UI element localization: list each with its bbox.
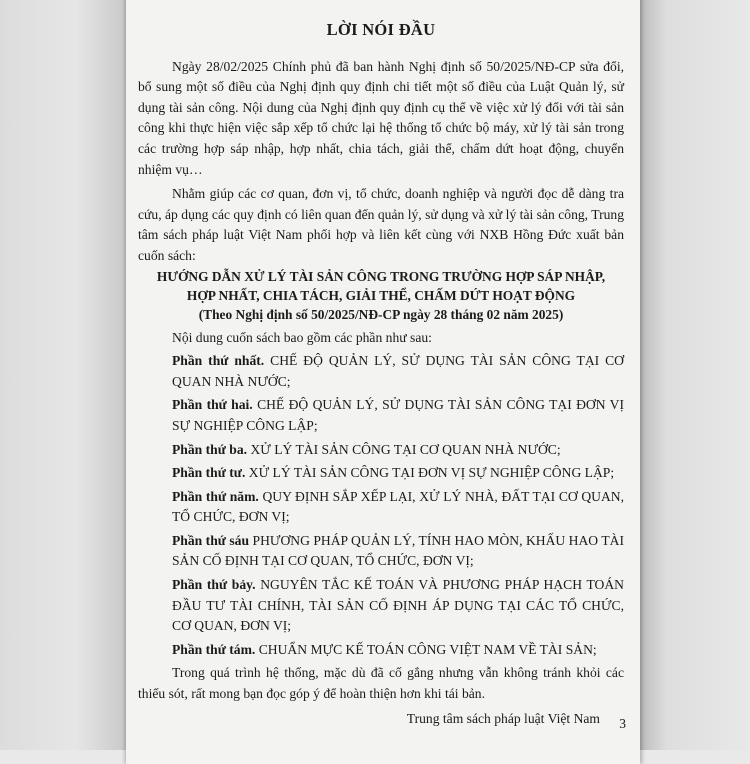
- page-title: LỜI NÓI ĐẦU: [326, 20, 436, 39]
- part-item: [138, 640, 624, 661]
- page-content: [138, 20, 624, 729]
- paragraph-purpose: Nhằm giúp các cơ quan, đơn vị, tổ chức, doanh nghiệp và người đọc dễ dàng tra cứu, áp dụng các quy định có liên quan đến quản lý, sử dụng và xử lý tài sản công, Trung tâm sách pháp luật Việt Nam phối hợp và liên kết cùng với NXB Hồng Đức xuất bản cuốn sách:: [138, 186, 624, 263]
- part-label: Phần thứ năm.: [172, 488, 259, 504]
- contents-intro: Nội dung cuốn sách bao gồm các phần như sau:: [172, 329, 432, 345]
- part-item: [138, 487, 624, 528]
- part-item: [138, 351, 624, 392]
- signature: Trung tâm sách pháp luật Việt Nam: [406, 710, 600, 726]
- part-text: CHẾ ĐỘ QUẢN LÝ, SỬ DỤNG TÀI SẢN CÔNG TẠI CƠ QUAN NHÀ NƯỚC;: [172, 353, 624, 389]
- part-item: [138, 531, 624, 572]
- part-text: CHẾ ĐỘ QUẢN LÝ, SỬ DỤNG TÀI SẢN CÔNG TẠI ĐƠN VỊ SỰ NGHIỆP CÔNG LẬP;: [172, 397, 624, 433]
- part-label: Phần thứ bảy.: [172, 577, 256, 593]
- part-label: Phần thứ tám.: [172, 641, 256, 657]
- part-label: Phần thứ hai.: [172, 397, 253, 413]
- part-label: Phần thứ tư.: [172, 465, 246, 481]
- book-title: [138, 267, 624, 324]
- part-label: Phần thứ nhất.: [172, 353, 265, 369]
- part-text: PHƯƠNG PHÁP QUẢN LÝ, TÍNH HAO MÒN, KHẤU HAO TÀI SẢN CỐ ĐỊNH TẠI CƠ QUAN, TỔ CHỨC, ĐƠN VỊ;: [172, 532, 624, 569]
- book-page: [126, 0, 640, 764]
- page-number: 3: [619, 716, 626, 731]
- right-background: [640, 0, 750, 750]
- part-text: QUY ĐỊNH SẮP XẾP LẠI, XỬ LÝ NHÀ, ĐẤT TẠI CƠ QUAN, TỔ CHỨC, ĐƠN VỊ;: [172, 488, 624, 525]
- part-text: CHUẨN MỰC KẾ TOÁN CÔNG VIỆT NAM VỀ TÀI SẢN;: [258, 641, 597, 657]
- parts-list: [138, 351, 624, 660]
- left-page-edge: [0, 0, 126, 750]
- paragraph-intro: Ngày 28/02/2025 Chính phủ đã ban hành Nghị định số 50/2025/NĐ-CP sửa đổi, bổ sung một số điều của Nghị định quy định chi tiết một số điều của Luật Quản lý, sử dụng tài sản công. Nội dung của Nghị định quy định cụ thể về việc xử lý đối với tài sản công khi thực hiện việc sắp xếp tổ chức lại hệ thống tổ chức bộ máy, xử lý tài sản trong các trường hợp sáp nhập, hợp nhất, chia tách, giải thể, chấm dứt hoạt động, chuyển nhiệm vụ…: [138, 58, 624, 177]
- closing-paragraph: Trong quá trình hệ thống, mặc dù đã cố gắng nhưng vẫn không tránh khỏi các thiếu sót, rất mong bạn đọc góp ý để hoàn thiện hơn khi tái bản.: [138, 665, 624, 702]
- part-item: [138, 463, 624, 484]
- book-title-line-1: HƯỚNG DẪN XỬ LÝ TÀI SẢN CÔNG TRONG TRƯỜNG HỢP SÁP NHẬP,: [156, 268, 606, 284]
- book-subtitle: (Theo Nghị định số 50/2025/NĐ-CP ngày 28 tháng 02 năm 2025): [198, 306, 564, 322]
- part-text: XỬ LÝ TÀI SẢN CÔNG TẠI CƠ QUAN NHÀ NƯỚC;: [250, 441, 561, 457]
- part-text: NGUYÊN TẮC KẾ TOÁN VÀ PHƯƠNG PHÁP HẠCH TOÁN ĐẦU TƯ TÀI CHÍNH, TÀI SẢN CỐ ĐỊNH ÁP DỤNG TẠI CÁC TỔ CHỨC, CƠ QUAN, ĐƠN VỊ;: [172, 577, 624, 634]
- part-label: Phần thứ sáu: [172, 532, 250, 548]
- part-item: [138, 440, 624, 461]
- part-label: Phần thứ ba.: [172, 441, 248, 457]
- book-title-line-2: HỢP NHẤT, CHIA TÁCH, GIẢI THỂ, CHẤM DỨT HOẠT ĐỘNG: [186, 287, 576, 303]
- part-item: [138, 395, 624, 436]
- part-item: [138, 575, 624, 637]
- part-text: XỬ LÝ TÀI SẢN CÔNG TẠI ĐƠN VỊ SỰ NGHIỆP CÔNG LẬP;: [248, 465, 615, 481]
